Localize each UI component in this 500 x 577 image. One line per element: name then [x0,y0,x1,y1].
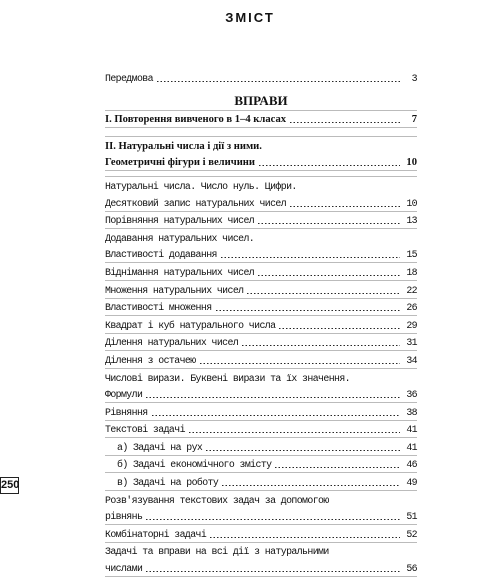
toc-entry-label: а) Задачі на рух [117,441,203,453]
toc-entry-page: 13 [406,215,417,227]
toc-entry-label: Натуральні числа. Число нуль. Цифри. [105,180,297,192]
leader-dots [246,287,400,295]
toc-entry-page: 49 [406,477,417,489]
page-title: ЗМІСТ [225,10,275,25]
toc-entry-label: Додавання натуральних чисел. [105,232,255,244]
toc-entry-label: Ділення натуральних чисел [105,337,239,349]
toc-entry-label: Розв'язування текстових задач за допомогою [105,494,329,506]
toc-entry-subtraction [105,263,417,281]
toc-entry-page: 52 [406,528,417,540]
toc-entry-label: Комбінаторні задачі [105,528,207,540]
toc-entry-label: Квадрат і куб натурального числа [105,319,276,331]
toc-entry-label: числами [105,563,143,575]
toc-entry-label: Віднімання натуральних чисел [105,266,255,278]
toc-entry-label: Задачі та вправи на всі дії з натуральними [105,546,329,558]
toc-entry-work-problems [105,473,417,491]
leader-dots [241,339,400,347]
toc-entry-page: 34 [406,354,417,366]
toc-entry-label: Текстові задачі [105,424,185,436]
leader-dots [156,75,400,83]
toc-entry-page: 41 [406,424,417,436]
toc-entry-page: 29 [406,319,417,331]
toc-entry-label: Формули [105,389,143,401]
toc-entry-label: Передмова [105,72,153,84]
toc-entry-page: 18 [406,266,417,278]
toc-entry-label: в) Задачі на роботу [117,477,219,489]
leader-dots [220,251,400,259]
toc-entry-page: 10 [406,197,417,209]
toc-entry-page: 22 [406,284,417,296]
toc-entry-label: Порівняння натуральних чисел [105,215,255,227]
toc-entry-page: 56 [406,563,417,575]
toc-entry-label: Множення натуральних чисел [105,284,244,296]
leader-dots [145,513,400,521]
toc-entry-equation-solving-line2 [105,508,417,526]
toc-entry-square-cube [105,316,417,334]
toc-entry-all-operations-line2 [105,559,417,577]
toc-entry-label: Властивості множення [105,302,212,314]
section-heading: ВПРАВИ [234,92,288,108]
toc-entry-part2-line1 [105,136,417,154]
leader-dots [188,426,400,434]
toc-entry-equation-solving-line1 [105,491,417,508]
toc-entry-multiplication [105,281,417,299]
toc-entry-label: Десятковий запис натуральних чисел [105,197,287,209]
toc-entry-motion-problems [105,438,417,456]
toc-entry-part1 [105,110,417,129]
toc-entry-page: 26 [406,302,417,314]
toc-entry-page: 46 [406,459,417,471]
toc-entry-addition-line1 [105,229,417,246]
toc-entry-label: Геометричні фігури і величини [105,157,256,169]
leader-dots [257,269,400,277]
leader-dots [274,461,400,469]
toc-entry-label: б) Задачі економічного змісту [117,459,272,471]
toc-entry-expressions-line1 [105,369,417,386]
toc-entry-label: Рівняння [105,406,148,418]
toc-entries [105,176,417,577]
toc-entry-page: 10 [406,157,417,169]
toc-entry-natural-numbers-line1 [105,176,417,194]
toc-entry-equations [105,403,417,421]
toc-entry-preface [105,69,417,86]
toc-entry-label: Властивості додавання [105,249,217,261]
leader-dots [221,479,400,487]
toc-entry-label: рівнянь [105,511,143,523]
leader-dots [145,391,400,399]
toc-entry-page: 36 [406,389,417,401]
toc-entry-page: 15 [406,249,417,261]
page-number: 250 [0,477,19,494]
table-of-contents [105,69,417,577]
leader-dots [257,217,400,225]
toc-entry-page: 31 [406,337,417,349]
toc-entry-division-remainder [105,351,417,369]
toc-entry-economic-problems [105,456,417,474]
leader-dots [289,200,400,208]
toc-entry-page: 51 [406,511,417,523]
leader-dots [215,304,400,312]
toc-entry-comparison [105,212,417,230]
toc-entry-page: 38 [406,406,417,418]
toc-entry-page: 3 [411,72,417,84]
toc-entry-label: II. Натуральні числа і дії з ними. [105,140,262,152]
toc-entry-label: Ділення з остачею [105,354,196,366]
toc-entry-page: 41 [406,441,417,453]
toc-entry-combinatorial [105,525,417,543]
leader-dots [278,322,400,330]
toc-entry-word-problems [105,421,417,439]
toc-entry-label: I. Повторення вивченого в 1–4 класах [105,114,287,126]
leader-dots [145,565,400,573]
toc-entry-part2-line2 [105,154,417,172]
leader-dots [205,444,400,452]
leader-dots [258,159,400,167]
toc-entry-natural-numbers-line2 [105,194,417,212]
toc-entry-expressions-line2 [105,386,417,404]
leader-dots [289,116,400,124]
toc-entry-label: Числові вирази. Буквені вирази та їх значення. [105,372,350,384]
leader-dots [209,531,400,539]
toc-entry-page: 7 [411,114,417,126]
leader-dots [199,357,400,365]
leader-dots [151,409,400,417]
toc-entry-addition-line2 [105,246,417,264]
toc-entry-multiplication-properties [105,299,417,317]
spacer [105,128,417,136]
toc-entry-division [105,334,417,352]
toc-entry-all-operations-line1 [105,543,417,560]
